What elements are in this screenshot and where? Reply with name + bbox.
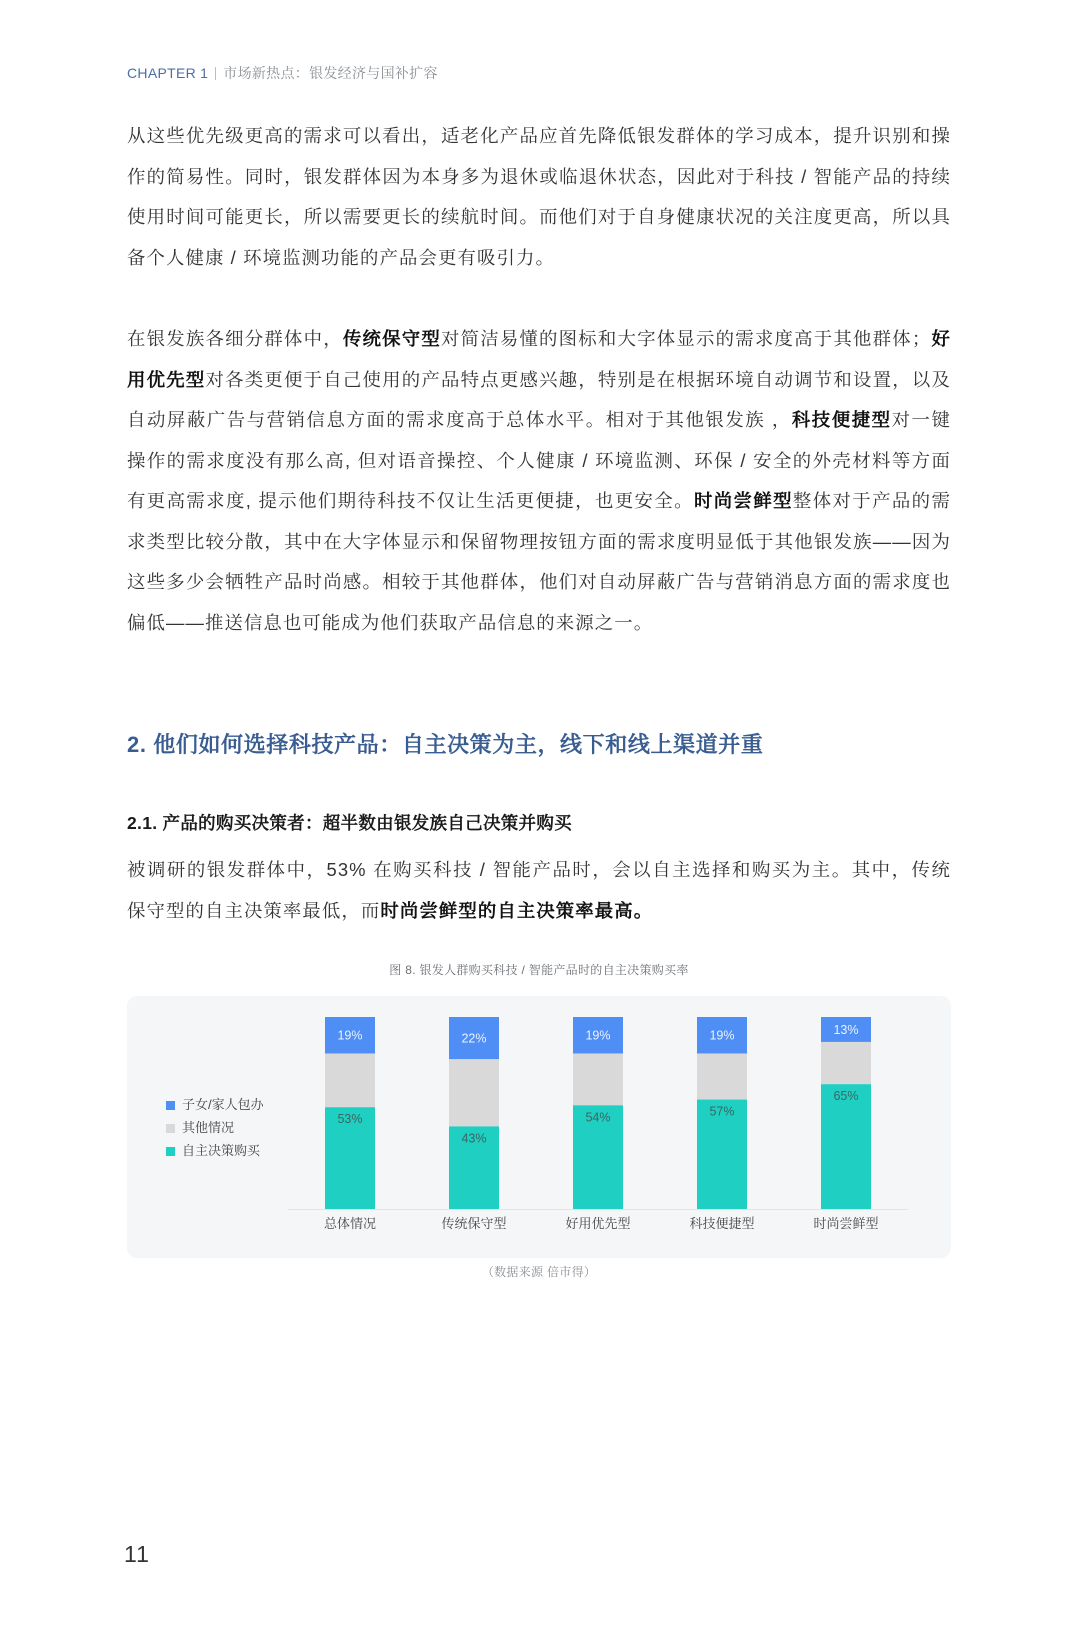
data-label: 54% [585,1110,611,1125]
category-label: 好用优先型 [565,1216,631,1231]
bar-segment [325,1053,375,1107]
chart-container [127,996,951,1258]
chapter-label: CHAPTER 1 [127,65,209,81]
data-label: 19% [337,1028,363,1043]
bold-run: 时尚尝鲜型的自主决策率最高。 [380,899,654,921]
data-label: 22% [461,1031,487,1046]
data-label: 43% [461,1131,487,1146]
chapter-header [127,64,438,82]
category-label: 科技便捷型 [689,1216,755,1231]
header-divider [215,67,216,80]
bar-segment [821,1042,871,1084]
text-run: 对简洁易懂的图标和大字体显示的需求度高于其他群体； [440,328,932,349]
text-run: 对一键操作的需求度没有那么高, 但对语音操控、个人健康 / 环境监测、环保 / 安全的外壳材料等方面有更高需求度, 提示他们期待科技不仅让生活更便捷，也更安全。 [127,409,951,511]
stacked-bar-chart [127,996,951,1258]
data-label: 19% [709,1028,735,1043]
body-paragraph-1: 从这些优先级更高的需求可以看出，适老化产品应首先降低银发群体的学习成本，提升识别和操作的简易性。同时，银发群体因为本身多为退休或临退休状态，因此对于科技 / 智能产品的持续使用时间可能更长，所以需要更长的续航时间。而他们对于自身健康状况的关注度更高，所以具备个人健康 / 环境监测功能的产品会更有吸引力。 [127,125,951,268]
data-label: 19% [585,1028,611,1043]
figure-caption: 图 8. 银发人群购买科技 / 智能产品时的自主决策购买率 [389,963,689,977]
text-run: 整体对于产品的需求类型比较分散，其中在大字体显示和保留物理按钮方面的需求度明显低于其他银发族——因为这些多少会牺牲产品时尚感。相较于其他群体，他们对自动屏蔽广告与营销消息方面的需求度也偏低——推送信息也可能成为他们获取产品信息的来源之一。 [127,490,951,633]
data-source-note: （数据来源 倍市得） [481,1265,597,1279]
bar-segment [697,1053,747,1099]
bold-run: 时尚尝鲜型 [693,490,793,511]
legend-label: 其他情况 [182,1120,235,1135]
page-number: 11 [124,1541,150,1567]
bar-segment [449,1059,499,1126]
chapter-section-title: 市场新热点：银发经济与国补扩容 [223,65,438,81]
category-label: 时尚尝鲜型 [813,1216,879,1231]
text-run: 被调研的银发群体中，53% 在购买科技 / 智能产品时，会以自主选择和购买为主。其中，传统保守型的自主决策率最低，而 [127,859,951,921]
text-run: 对各类更便于自己使用的产品特点更感兴趣，特别是在根据环境自动调节和设置，以及自动屏蔽广告与营销信息方面的需求度高于总体水平。相对于其他银发族 ， [127,368,951,430]
bold-run: 好用优先型 [127,328,951,390]
category-label: 总体情况 [323,1216,377,1231]
body-paragraph-2 [127,319,951,643]
legend-label: 子女/家人包办 [182,1097,264,1112]
subsection-heading: 2.1. 产品的购买决策者：超半数由银发族自己决策并购买 [127,813,572,833]
bold-run: 传统保守型 [342,328,441,349]
data-label: 53% [337,1112,363,1127]
data-label: 65% [833,1089,859,1104]
category-label: 传统保守型 [441,1216,507,1231]
bar-segment [573,1053,623,1105]
data-label: 57% [709,1104,735,1119]
bold-run: 科技便捷型 [791,409,892,430]
body-paragraph-3 [127,850,951,931]
data-label: 13% [833,1022,859,1037]
section-heading: 2. 他们如何选择科技产品：自主决策为主，线下和线上渠道并重 [127,732,764,757]
text-run: 在银发族各细分群体中， [127,328,343,349]
legend-label: 自主决策购买 [182,1143,261,1158]
